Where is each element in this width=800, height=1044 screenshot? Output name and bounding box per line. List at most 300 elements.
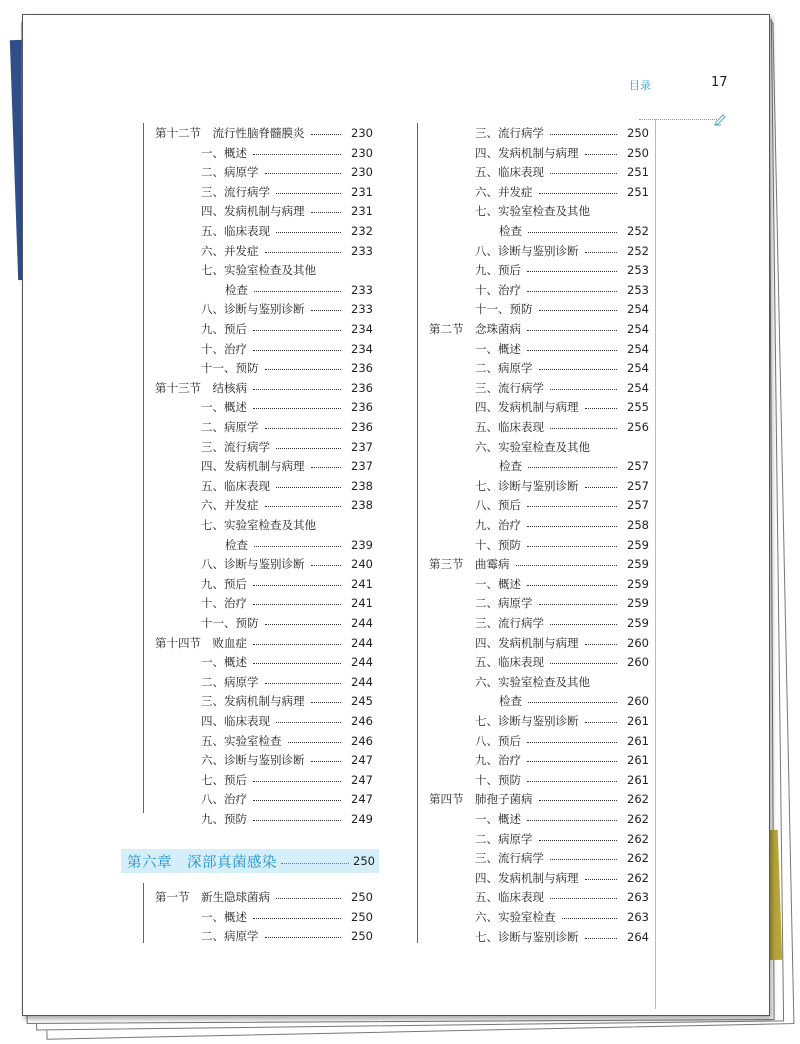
toc-entry-page: 236 xyxy=(351,400,373,415)
toc-entry-title: 三、流行病学 xyxy=(475,851,544,866)
leader-dots xyxy=(288,742,342,743)
leader-dots xyxy=(550,624,617,625)
toc-entry-title: 第一节 新生隐球菌病 xyxy=(155,890,270,904)
toc-entry-page: 262 xyxy=(627,870,649,885)
leader-dots xyxy=(528,232,617,233)
toc-entry[interactable] xyxy=(475,182,649,202)
toc-entry[interactable] xyxy=(475,574,649,594)
column-rule xyxy=(417,123,418,943)
toc-entry[interactable] xyxy=(201,143,373,163)
toc-entry-page: 230 xyxy=(351,165,373,180)
toc-entry-page: 255 xyxy=(627,400,649,415)
toc-entry-page: 238 xyxy=(351,498,373,513)
toc-entry-page: 259 xyxy=(627,537,649,552)
leader-dots xyxy=(311,310,342,311)
toc-entry[interactable] xyxy=(475,299,649,319)
toc-entry[interactable] xyxy=(475,711,649,731)
toc-entry[interactable] xyxy=(475,162,649,182)
toc-entry-page: 241 xyxy=(351,596,373,611)
toc-entry-page: 262 xyxy=(627,792,649,807)
toc-entry-page: 250 xyxy=(351,890,373,904)
toc-entry-page: 233 xyxy=(351,302,373,317)
toc-entry-page: 234 xyxy=(351,341,373,356)
toc-entry-title: 二、病原学 xyxy=(475,831,533,846)
toc-entry[interactable] xyxy=(201,417,373,437)
leader-dots xyxy=(527,330,617,331)
chapter-heading[interactable] xyxy=(121,849,379,873)
toc-entry[interactable] xyxy=(475,535,649,555)
leader-dots xyxy=(550,173,617,174)
toc-entry-page: 231 xyxy=(351,204,373,219)
toc-entry-page: 260 xyxy=(627,635,649,650)
toc-entry[interactable] xyxy=(499,691,649,711)
toc-section-entry[interactable] xyxy=(155,378,373,398)
toc-entry[interactable] xyxy=(201,495,373,515)
toc-entry[interactable] xyxy=(475,280,649,300)
leader-dots xyxy=(527,761,617,762)
toc-entry-page: 253 xyxy=(627,263,649,278)
toc-entry[interactable] xyxy=(475,260,649,280)
toc-entry[interactable] xyxy=(475,123,649,143)
toc-entry-page: 246 xyxy=(351,733,373,748)
leader-dots xyxy=(539,840,618,841)
leader-dots xyxy=(585,938,618,939)
toc-entry-page: 238 xyxy=(351,478,373,493)
column-rule xyxy=(143,123,144,813)
toc-entry-title: 九、预后 xyxy=(201,576,247,591)
leader-dots xyxy=(550,859,617,860)
leader-dots xyxy=(276,722,341,723)
leader-dots xyxy=(527,546,617,547)
toc-entry-title: 二、病原学 xyxy=(201,929,259,944)
leader-dots xyxy=(253,585,341,586)
toc-entry-title: 二、病原学 xyxy=(201,165,259,180)
leader-dots xyxy=(253,918,341,919)
leader-dots xyxy=(265,624,342,625)
leader-dots xyxy=(539,800,618,801)
leader-dots xyxy=(527,350,617,351)
toc-entry[interactable] xyxy=(475,672,649,692)
toc-entry[interactable] xyxy=(475,868,649,888)
toc-entry[interactable] xyxy=(475,848,649,868)
toc-entry-page: 236 xyxy=(351,380,373,395)
toc-entry-page: 257 xyxy=(627,459,649,474)
toc-entry-page: 254 xyxy=(627,322,649,336)
toc-entry[interactable] xyxy=(475,829,649,849)
toc-entry-title: 四、发病机制与病理 xyxy=(475,145,579,160)
toc-entry[interactable] xyxy=(475,613,649,633)
running-header-title: 目录 xyxy=(629,79,651,92)
toc-entry[interactable] xyxy=(201,789,373,809)
toc-entry-title: 八、诊断与鉴别诊断 xyxy=(201,302,305,317)
toc-entry-title: 三、流行病学 xyxy=(475,126,544,140)
toc-entry-title: 第十四节 败血症 xyxy=(155,635,247,650)
toc-entry-page: 257 xyxy=(627,478,649,493)
toc-entry[interactable] xyxy=(201,711,373,731)
toc-entry-title: 十一、预防 xyxy=(201,616,259,630)
toc-entry-title: 四、发病机制与病理 xyxy=(201,459,305,474)
toc-entry[interactable] xyxy=(475,887,649,907)
toc-entry-title: 二、病原学 xyxy=(201,420,259,434)
toc-entry-title: 十、治疗 xyxy=(201,596,247,611)
toc-entry[interactable] xyxy=(201,613,373,633)
toc-entry-page: 253 xyxy=(627,282,649,297)
toc-entry-title: 八、预后 xyxy=(475,498,521,513)
toc-entry-page: 250 xyxy=(627,145,649,160)
leader-dots xyxy=(311,134,342,135)
toc-entry-page: 261 xyxy=(627,714,649,728)
leader-dots xyxy=(585,722,618,723)
toc-entry-title: 一、概述 xyxy=(475,341,521,356)
toc-entry[interactable] xyxy=(475,809,649,829)
toc-entry-page: 232 xyxy=(351,224,373,238)
toc-entry-page: 252 xyxy=(627,243,649,258)
toc-entry-title: 三、流行病学 xyxy=(475,616,544,630)
header-dotted-rule xyxy=(639,119,719,120)
toc-entry-title: 三、流行病学 xyxy=(201,184,270,199)
toc-entry-title: 十一、预防 xyxy=(475,302,533,317)
toc-entry-page: 250 xyxy=(627,126,649,140)
toc-entry-title: 检查 xyxy=(499,224,522,238)
toc-entry-title: 五、临床表现 xyxy=(475,420,544,434)
leader-dots xyxy=(254,546,341,547)
toc-entry-title: 五、临床表现 xyxy=(475,165,544,180)
toc-entry[interactable] xyxy=(499,456,649,476)
toc-entry[interactable] xyxy=(201,652,373,672)
toc-entry-title: 七、诊断与鉴别诊断 xyxy=(475,714,579,728)
toc-entry-title: 一、概述 xyxy=(201,909,247,924)
toc-section-entry[interactable] xyxy=(429,319,649,339)
toc-entry-page: 264 xyxy=(627,929,649,944)
leader-dots xyxy=(276,448,341,449)
toc-entry[interactable] xyxy=(201,201,373,221)
toc-entry-page: 233 xyxy=(351,282,373,297)
toc-entry-title: 三、流行病学 xyxy=(475,380,544,395)
toc-entry-title: 七、实验室检查及其他 xyxy=(475,204,590,219)
toc-entry[interactable] xyxy=(201,339,373,359)
toc-entry-page: 244 xyxy=(351,674,373,689)
toc-entry-title: 十一、预防 xyxy=(201,361,259,376)
toc-entry[interactable] xyxy=(201,162,373,182)
leader-dots xyxy=(253,408,341,409)
toc-entry[interactable] xyxy=(201,241,373,261)
toc-entry-page: 244 xyxy=(351,635,373,650)
toc-entry-title: 六、实验室检查 xyxy=(475,910,556,924)
toc-entry-title: 七、诊断与鉴别诊断 xyxy=(475,929,579,944)
toc-entry-title: 一、概述 xyxy=(201,145,247,160)
margin-guide-line xyxy=(655,119,656,1009)
toc-entry-title: 检查 xyxy=(499,694,522,709)
toc-section-entry[interactable] xyxy=(429,554,649,574)
leader-dots xyxy=(265,369,342,370)
toc-entry-title: 五、临床表现 xyxy=(201,224,270,238)
toc-entry-page: 247 xyxy=(351,792,373,807)
leader-dots xyxy=(539,193,618,194)
toc-entry[interactable] xyxy=(475,750,649,770)
toc-entry-title: 二、病原学 xyxy=(475,361,533,376)
leader-dots xyxy=(585,644,618,645)
toc-entry-page: 263 xyxy=(627,890,649,905)
toc-entry-title: 五、实验室检查 xyxy=(201,733,282,748)
leader-dots xyxy=(253,800,341,801)
toc-entry-page: 260 xyxy=(627,655,649,670)
leader-dots xyxy=(539,310,618,311)
toc-entry-title: 二、病原学 xyxy=(201,674,259,689)
toc-entry-title: 检查 xyxy=(499,459,522,474)
toc-entry-title: 六、实验室检查及其他 xyxy=(475,439,590,454)
leader-dots xyxy=(527,781,617,782)
toc-entry-page: 237 xyxy=(351,459,373,474)
toc-entry[interactable] xyxy=(475,417,649,437)
toc-entry[interactable] xyxy=(201,731,373,751)
toc-entry[interactable] xyxy=(225,535,373,555)
leader-dots xyxy=(265,428,342,429)
toc-section-entry[interactable] xyxy=(155,887,373,907)
toc-entry-page: 241 xyxy=(351,576,373,591)
chapter-title: 第六章 深部真菌感染 xyxy=(127,854,277,871)
toc-entry-title: 九、预后 xyxy=(201,322,247,336)
toc-entry[interactable] xyxy=(475,241,649,261)
page-number: 17 xyxy=(711,75,728,90)
leader-dots xyxy=(276,898,341,899)
toc-entry-title: 九、预防 xyxy=(201,812,247,826)
toc-entry-page: 256 xyxy=(627,420,649,434)
leader-dots xyxy=(253,781,341,782)
toc-entry-page: 231 xyxy=(351,184,373,199)
toc-entry-page: 230 xyxy=(351,145,373,160)
toc-entry[interactable] xyxy=(499,221,649,241)
leader-dots xyxy=(585,487,618,488)
toc-entry-title: 七、诊断与鉴别诊断 xyxy=(475,478,579,493)
leader-dots xyxy=(276,232,341,233)
leader-dots xyxy=(550,663,617,664)
leader-dots xyxy=(527,291,617,292)
toc-entry[interactable] xyxy=(201,456,373,476)
toc-entry-page: 236 xyxy=(351,420,373,434)
toc-entry-title: 六、实验室检查及其他 xyxy=(475,674,590,689)
leader-dots xyxy=(562,918,618,919)
toc-entry[interactable] xyxy=(201,750,373,770)
leader-dots xyxy=(311,212,342,213)
leader-dots xyxy=(585,252,618,253)
leader-dots xyxy=(527,506,617,507)
toc-entry-title: 四、发病机制与病理 xyxy=(475,635,579,650)
toc-entry-title: 十、治疗 xyxy=(201,341,247,356)
leader-dots xyxy=(253,820,341,821)
leader-dots xyxy=(253,604,341,605)
column-rule xyxy=(143,883,144,943)
toc-entry-title: 第二节 念珠菌病 xyxy=(429,322,521,336)
toc-entry-page: 245 xyxy=(351,694,373,709)
toc-entry[interactable] xyxy=(475,593,649,613)
toc-entry[interactable] xyxy=(475,731,649,751)
toc-entry-page: 252 xyxy=(627,224,649,238)
toc-entry-page: 237 xyxy=(351,439,373,454)
toc-entry[interactable] xyxy=(201,691,373,711)
toc-entry-page: 244 xyxy=(351,655,373,670)
leader-dots xyxy=(253,330,341,331)
toc-entry-title: 一、概述 xyxy=(475,576,521,591)
leader-dots xyxy=(265,173,342,174)
toc-entry-page: 259 xyxy=(627,576,649,591)
toc-entry[interactable] xyxy=(201,515,373,535)
leader-dots xyxy=(527,271,617,272)
leader-dots xyxy=(254,291,341,292)
toc-entry[interactable] xyxy=(201,809,373,829)
toc-entry[interactable] xyxy=(475,143,649,163)
toc-entry-page: 262 xyxy=(627,831,649,846)
toc-entry-page: 262 xyxy=(627,812,649,826)
toc-entry[interactable] xyxy=(475,397,649,417)
leader-dots xyxy=(528,702,617,703)
toc-entry-title: 十、治疗 xyxy=(475,282,521,297)
toc-entry[interactable] xyxy=(201,554,373,574)
toc-entry-title: 三、发病机制与病理 xyxy=(201,694,305,709)
toc-entry-title: 第十三节 结核病 xyxy=(155,380,247,395)
toc-entry-page: 230 xyxy=(351,126,373,140)
toc-entry-page: 260 xyxy=(627,694,649,709)
toc-entry-page: 247 xyxy=(351,753,373,768)
toc-entry-title: 检查 xyxy=(225,537,248,552)
toc-section-entry[interactable] xyxy=(155,633,373,653)
toc-entry-page: 258 xyxy=(627,518,649,532)
leader-dots xyxy=(253,350,341,351)
toc-entry[interactable] xyxy=(201,221,373,241)
toc-entry[interactable] xyxy=(201,397,373,417)
toc-entry[interactable] xyxy=(201,574,373,594)
leader-dots xyxy=(311,467,342,468)
toc-entry-page: 240 xyxy=(351,557,373,572)
toc-entry[interactable] xyxy=(475,770,649,790)
toc-section-entry[interactable] xyxy=(429,789,649,809)
pen-icon xyxy=(713,113,727,127)
toc-entry-page: 259 xyxy=(627,557,649,572)
leader-dots xyxy=(527,742,617,743)
leader-dots xyxy=(253,663,341,664)
toc-entry-page: 261 xyxy=(627,753,649,768)
toc-entry[interactable] xyxy=(201,476,373,496)
toc-entry[interactable] xyxy=(475,652,649,672)
toc-entry[interactable] xyxy=(201,299,373,319)
leader-dots xyxy=(253,644,341,645)
leader-dots xyxy=(527,585,617,586)
toc-entry[interactable] xyxy=(201,319,373,339)
leader-dots xyxy=(311,702,342,703)
leader-dots xyxy=(539,604,618,605)
toc-entry-page: 239 xyxy=(351,537,373,552)
toc-entry-page: 261 xyxy=(627,772,649,787)
toc-entry-page: 254 xyxy=(627,302,649,317)
toc-entry-title: 四、发病机制与病理 xyxy=(201,204,305,219)
toc-entry-page: 251 xyxy=(627,184,649,199)
toc-entry-page: 254 xyxy=(627,341,649,356)
toc-entry[interactable] xyxy=(475,358,649,378)
toc-page xyxy=(22,14,770,1016)
leader-dots xyxy=(516,565,618,566)
toc-entry-title: 七、实验室检查及其他 xyxy=(201,263,316,278)
leader-dots xyxy=(311,565,342,566)
toc-entry[interactable] xyxy=(201,672,373,692)
toc-entry-title: 十、预防 xyxy=(475,537,521,552)
toc-entry-page: 259 xyxy=(627,616,649,630)
toc-entry[interactable] xyxy=(475,633,649,653)
toc-entry[interactable] xyxy=(201,593,373,613)
chapter-page: 250 xyxy=(353,854,375,868)
toc-entry-page: 262 xyxy=(627,851,649,866)
leader-dots xyxy=(281,863,349,864)
toc-entry[interactable] xyxy=(201,260,373,280)
leader-dots xyxy=(585,154,618,155)
toc-entry-page: 254 xyxy=(627,380,649,395)
toc-entry[interactable] xyxy=(225,280,373,300)
toc-entry[interactable] xyxy=(475,437,649,457)
toc-entry[interactable] xyxy=(475,476,649,496)
leader-dots xyxy=(276,487,341,488)
toc-entry[interactable] xyxy=(201,770,373,790)
toc-entry[interactable] xyxy=(475,495,649,515)
toc-entry-title: 四、发病机制与病理 xyxy=(475,400,579,415)
toc-entry-title: 一、概述 xyxy=(201,655,247,670)
toc-entry-page: 247 xyxy=(351,772,373,787)
toc-entry-page: 254 xyxy=(627,361,649,376)
toc-entry-title: 一、概述 xyxy=(201,400,247,415)
toc-entry-title: 第十二节 流行性脑脊髓膜炎 xyxy=(155,126,305,140)
leader-dots xyxy=(311,761,342,762)
toc-entry-title: 八、诊断与鉴别诊断 xyxy=(475,243,579,258)
toc-entry[interactable] xyxy=(201,358,373,378)
toc-entry[interactable] xyxy=(475,907,649,927)
toc-entry[interactable] xyxy=(475,201,649,221)
leader-dots xyxy=(253,389,341,390)
toc-entry-title: 六、并发症 xyxy=(201,243,259,258)
toc-entry-title: 七、预后 xyxy=(201,772,247,787)
toc-entry[interactable] xyxy=(201,907,373,927)
toc-entry-title: 三、流行病学 xyxy=(201,439,270,454)
toc-entry-title: 七、实验室检查及其他 xyxy=(201,518,316,532)
toc-entry-page: 263 xyxy=(627,910,649,924)
toc-entry[interactable] xyxy=(201,926,373,946)
toc-entry[interactable] xyxy=(201,182,373,202)
toc-entry-title: 检查 xyxy=(225,282,248,297)
toc-entry-page: 233 xyxy=(351,243,373,258)
toc-section-entry[interactable] xyxy=(155,123,373,143)
toc-entry[interactable] xyxy=(475,927,649,947)
leader-dots xyxy=(550,898,617,899)
toc-entry-title: 九、预后 xyxy=(475,263,521,278)
toc-entry-page: 250 xyxy=(351,929,373,944)
toc-entry-title: 四、临床表现 xyxy=(201,714,270,728)
toc-entry-title: 四、发病机制与病理 xyxy=(475,870,579,885)
toc-entry-title: 九、治疗 xyxy=(475,753,521,768)
leader-dots xyxy=(265,683,342,684)
leader-dots xyxy=(276,193,341,194)
toc-entry-title: 十、预防 xyxy=(475,772,521,787)
toc-entry-title: 九、治疗 xyxy=(475,518,521,532)
toc-entry-title: 六、并发症 xyxy=(201,498,259,513)
leader-dots xyxy=(253,154,341,155)
toc-entry[interactable] xyxy=(201,437,373,457)
leader-dots xyxy=(550,134,617,135)
toc-entry-title: 第四节 肺孢子菌病 xyxy=(429,792,533,807)
toc-entry[interactable] xyxy=(475,339,649,359)
toc-entry-title: 六、诊断与鉴别诊断 xyxy=(201,753,305,768)
toc-entry-page: 246 xyxy=(351,714,373,728)
toc-entry[interactable] xyxy=(475,515,649,535)
toc-entry-title: 第三节 曲霉病 xyxy=(429,557,510,572)
toc-entry-page: 249 xyxy=(351,812,373,826)
toc-entry[interactable] xyxy=(475,378,649,398)
leader-dots xyxy=(585,408,618,409)
